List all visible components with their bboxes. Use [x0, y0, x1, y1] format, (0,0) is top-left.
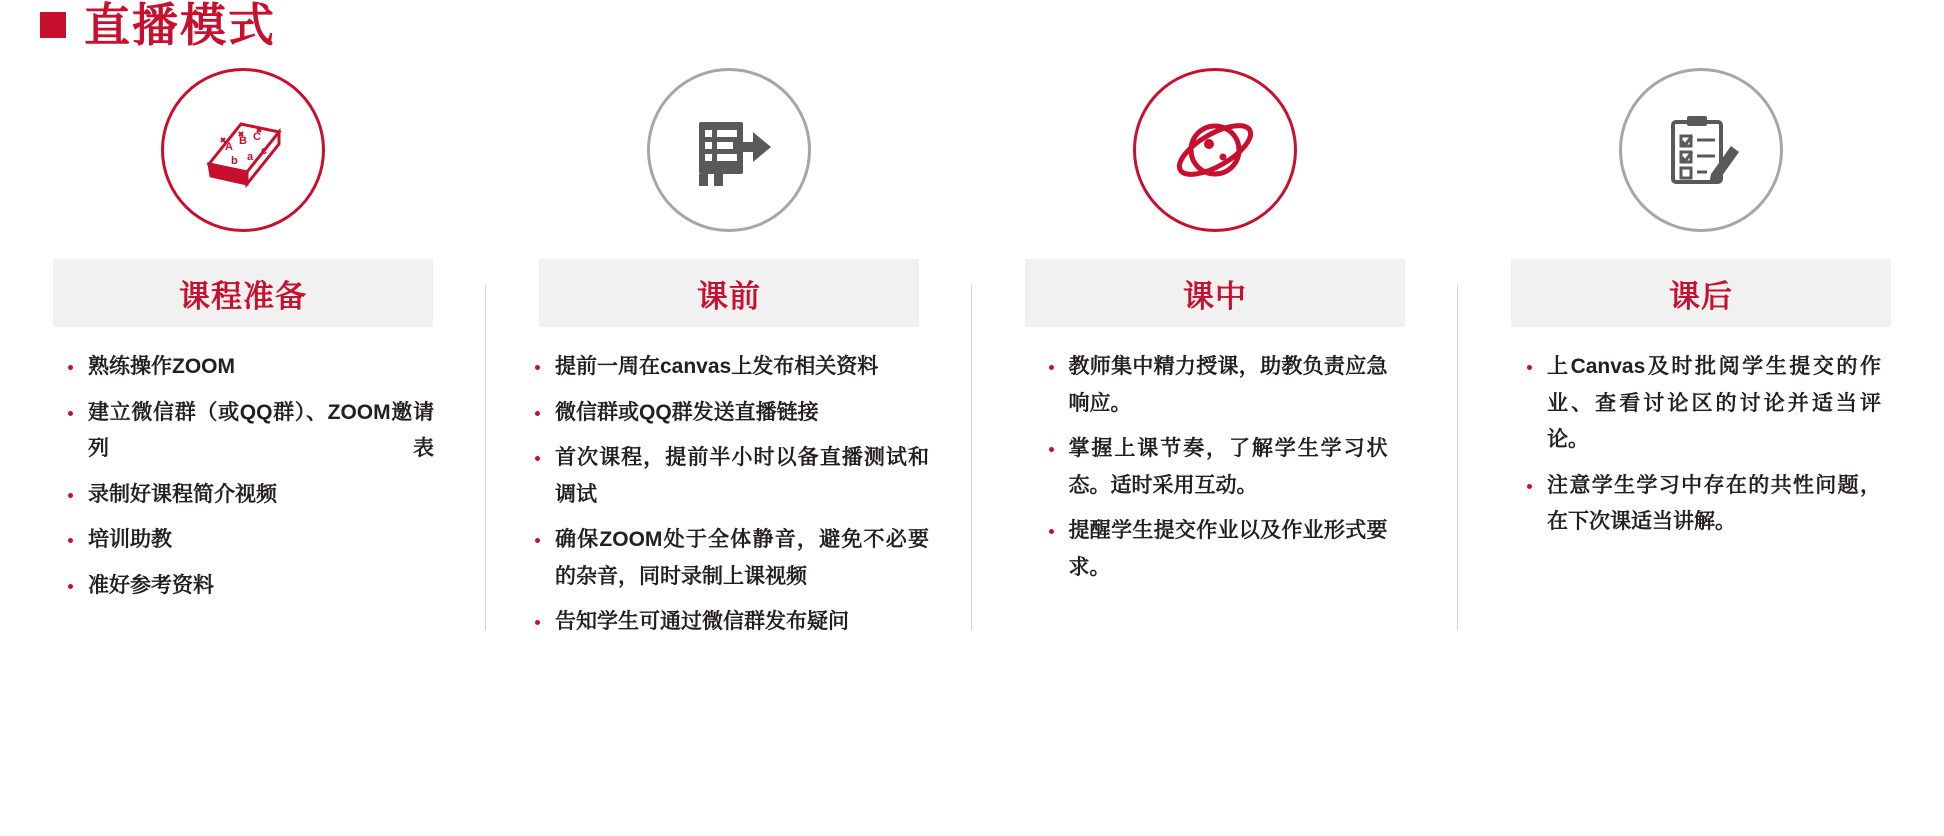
planet-icon	[1133, 68, 1297, 232]
list-item: 告知学生可通过微信群发布疑问	[529, 604, 929, 641]
list-item: 准好参考资料	[62, 568, 434, 605]
list-item: 录制好课程简介视频	[62, 477, 434, 514]
list-item: 提前一周在canvas上发布相关资料	[529, 349, 929, 386]
column-before-class	[486, 60, 972, 650]
heading-band	[1511, 259, 1891, 327]
svg-text:c: c	[261, 145, 268, 157]
title-marker-icon	[40, 12, 66, 38]
list-item: 上Canvas及时批阅学生提交的作业、查看讨论区的讨论并适当评论。	[1521, 349, 1881, 459]
svg-text:b: b	[231, 155, 238, 167]
list-item: 微信群或QQ群发送直播链接	[529, 395, 929, 432]
list-item: 教师集中精力授课，助教负责应急响应。	[1043, 349, 1388, 422]
book-cards-icon	[161, 68, 325, 232]
heading-band	[53, 259, 433, 327]
list-item: 首次课程，提前半小时以备直播测试和调试	[529, 440, 929, 513]
list-item: 掌握上课节奏，了解学生学习状态。适时采用互动。	[1043, 431, 1388, 504]
list-item: 注意学生学习中存在的共性问题，在下次课适当讲解。	[1521, 468, 1881, 541]
list-item: 熟练操作ZOOM	[62, 349, 434, 386]
page-title	[40, 0, 276, 51]
list-item: 培训助教	[62, 522, 434, 559]
heading-band	[1025, 259, 1405, 327]
svg-text:A: A	[225, 141, 233, 153]
columns-container	[0, 60, 1944, 650]
slide-export-icon	[647, 68, 811, 232]
page-title-text: 直播模式	[84, 0, 276, 51]
list-item: 提醒学生提交作业以及作业形式要求。	[1043, 513, 1388, 586]
column-after-class	[1458, 60, 1944, 650]
column-during-class	[972, 60, 1458, 650]
svg-text:a: a	[247, 151, 254, 163]
column-heading: 课后	[1669, 278, 1733, 314]
column-course-preparation	[0, 60, 486, 650]
bullet-list	[1043, 349, 1388, 595]
bullet-list	[1521, 349, 1881, 550]
bullet-list	[529, 349, 929, 650]
svg-text:C: C	[253, 131, 261, 143]
column-heading: 课中	[1183, 278, 1247, 314]
column-heading: 课前	[697, 278, 761, 314]
list-item: 建立微信群（或QQ群）、ZOOM邀请列表	[62, 395, 434, 468]
svg-text:B: B	[239, 135, 247, 147]
bullet-list	[62, 349, 434, 613]
clipboard-check-pen-icon	[1619, 68, 1783, 232]
list-item: 确保ZOOM处于全体静音，避免不必要的杂音，同时录制上课视频	[529, 522, 929, 595]
column-heading: 课程准备	[179, 278, 307, 314]
heading-band	[539, 259, 919, 327]
